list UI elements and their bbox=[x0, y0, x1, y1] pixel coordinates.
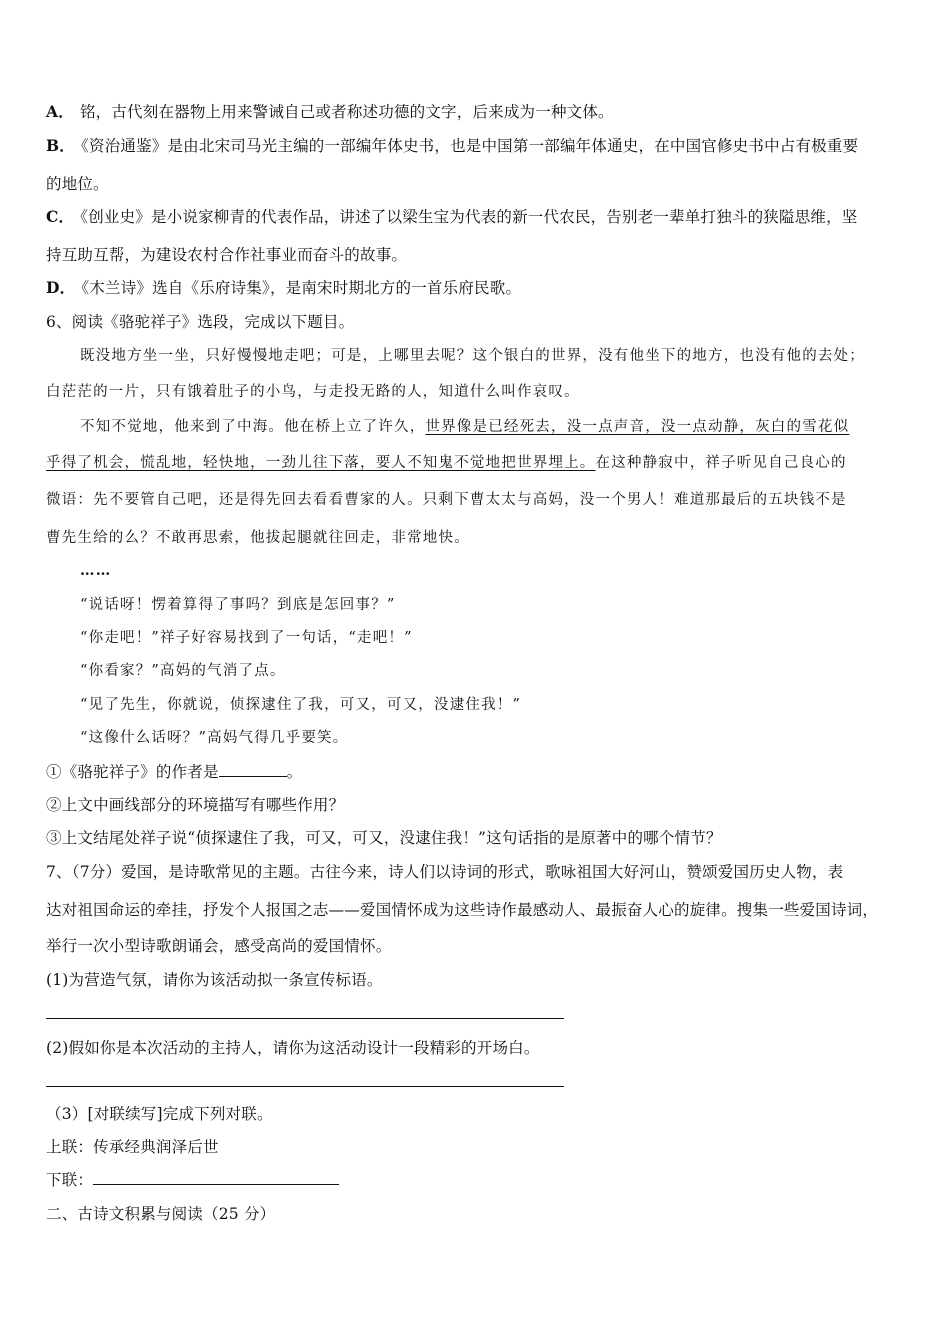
dialogue-2: “你走吧！”祥子好容易找到了一句话，“走吧！” bbox=[80, 630, 413, 646]
passage-plain-text: 不知不觉地，他来到了中海。他在桥上立了许久， bbox=[80, 419, 426, 435]
question-7-part-1: (1)为营造气氛，请你为该活动拟一条宣传标语。 bbox=[46, 971, 383, 989]
option-b bbox=[46, 136, 858, 156]
passage-plain-text: 在这种静寂中，祥子听见自己良心的 bbox=[595, 455, 847, 471]
question-7-intro-line1: 7、（7分）爱国，是诗歌常见的主题。古往今来，诗人们以诗词的形式，歌咏祖国大好河山，赞颂爱国历史人物，表 bbox=[46, 863, 844, 881]
passage-p2-line3: 微语：先不要管自己吧，还是得先回去看看曹家的人。只剩下曹太太与高妈，没一个男人！难道那最后的五块钱不是 bbox=[46, 492, 847, 508]
option-b-label: B． bbox=[46, 136, 76, 155]
option-a-text: 铭，古代刻在器物上用来警诫自己或者称述功德的文字，后来成为一种文体。 bbox=[79, 103, 614, 121]
option-c bbox=[46, 207, 858, 227]
sub-question-3: ③上文结尾处祥子说“侦探逮住了我，可又，可又，没逮住我！”这句话指的是原著中的哪个情节？ bbox=[46, 829, 722, 847]
underlined-passage: 世界像是已经死去，没一点声音，没一点动静，灰白的雪花似 bbox=[425, 419, 850, 435]
option-b-text: 《资治通鉴》是由北宋司马光主编的一部编年体史书，也是中国第一部编年体通史，在中国官修史书中占有极重要 bbox=[81, 137, 859, 155]
sub-question-1-text: ①《骆驼祥子》的作者是 bbox=[46, 763, 219, 781]
option-a-label: A． bbox=[46, 102, 74, 121]
sub-question-2: ②上文中画线部分的环境描写有哪些作用？ bbox=[46, 796, 345, 814]
question-7-intro-line2: 达对祖国命运的牵挂，抒发个人报国之志——爱国情怀成为这些诗作最感动人、最振奋人心的旋律。搜集一些爱国诗词， bbox=[46, 901, 879, 919]
passage-p1-line1: 既没地方坐一坐，只好慢慢地走吧；可是，上哪里去呢？这个银白的世界，没有他坐下的地方，也没有他的去处； bbox=[80, 348, 865, 364]
couplet-upper: 上联：传承经典润泽后世 bbox=[46, 1138, 219, 1156]
option-c-cont: 持互助互帮，为建设农村合作社事业而奋斗的故事。 bbox=[46, 246, 408, 264]
question-6-title: 6、阅读《骆驼祥子》选段，完成以下题目。 bbox=[46, 313, 355, 331]
option-d bbox=[46, 278, 521, 298]
question-7-part-2: (2)假如你是本次活动的主持人，请你为这活动设计一段精彩的开场白。 bbox=[46, 1039, 540, 1057]
option-c-text: 《创业史》是小说家柳青的代表作品，讲述了以梁生宝为代表的新一代农民，告别老一辈单打独斗的狭隘思维，坚 bbox=[80, 208, 858, 226]
passage-p1-line2: 白茫茫的一片，只有饿着肚子的小鸟，与走投无路的人，知道什么叫作哀叹。 bbox=[46, 384, 580, 400]
dialogue-4: “见了先生，你就说，侦探逮住了我，可又，可又，没逮住我！” bbox=[80, 697, 522, 713]
dialogue-5: “这像什么话呀？”高妈气得几乎要笑。 bbox=[80, 730, 349, 746]
sub-question-1 bbox=[46, 762, 302, 782]
option-d-text: 《木兰诗》选自《乐府诗集》，是南宋时期北方的一首乐府民歌。 bbox=[81, 279, 522, 297]
passage-p2-line4: 曹先生给的么？不敢再思索，他拔起腿就往回走，非常地快。 bbox=[46, 530, 470, 546]
section-2-heading: 二、古诗文积累与阅读（25 分） bbox=[46, 1205, 276, 1223]
question-7-intro-line3: 举行一次小型诗歌朗诵会，感受高尚的爱国情怀。 bbox=[46, 937, 392, 955]
passage-p2-line2 bbox=[46, 453, 847, 473]
couplet-lower bbox=[46, 1170, 339, 1190]
underlined-passage: 乎得了机会，慌乱地，轻快地，一劲儿往下落，要人不知鬼不觉地把世界埋上。 bbox=[46, 455, 596, 471]
passage-p2-line1 bbox=[80, 417, 849, 437]
answer-line[interactable] bbox=[46, 1018, 564, 1019]
answer-line[interactable] bbox=[46, 1086, 564, 1087]
passage-ellipsis: …… bbox=[80, 562, 112, 579]
answer-blank[interactable] bbox=[219, 762, 287, 777]
couplet-lower-label: 下联： bbox=[46, 1171, 94, 1189]
dialogue-3: “你看家？”高妈的气消了点。 bbox=[80, 663, 286, 679]
dialogue-1: “说话呀！愣着算得了事吗？到底是怎回事？” bbox=[80, 597, 396, 613]
option-b-cont: 的地位。 bbox=[46, 175, 109, 193]
option-c-label: C． bbox=[46, 207, 75, 226]
answer-blank[interactable] bbox=[93, 1170, 339, 1185]
option-a bbox=[46, 102, 614, 122]
sub-question-1-end: 。 bbox=[286, 763, 303, 781]
option-d-label: D． bbox=[46, 278, 76, 297]
question-7-part-3: （3）[对联续写]完成下列对联。 bbox=[46, 1105, 273, 1123]
